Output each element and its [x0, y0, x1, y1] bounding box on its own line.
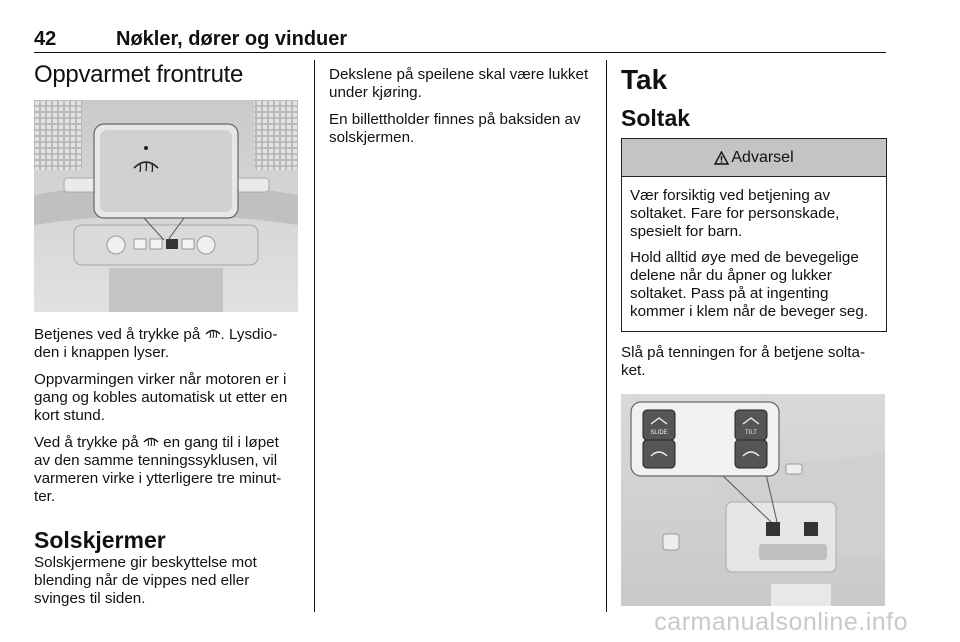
tilt-label: TILT	[745, 430, 757, 436]
paragraph-operate: Betjenes ved å trykke på . Lysdio-den i knappen lyser.	[34, 326, 278, 361]
column-right	[621, 62, 887, 606]
column-divider	[606, 60, 607, 612]
defrost-icon	[143, 436, 159, 448]
page-number: 42	[34, 28, 57, 50]
sunroof-controls-illustration	[621, 394, 885, 606]
sunroof-svg	[621, 394, 885, 606]
warning-title: Advarsel	[731, 148, 794, 166]
slide-label: SLIDE	[650, 430, 668, 436]
watermark: carmanualsonline.info	[654, 608, 908, 636]
warning-box	[621, 138, 887, 332]
slide-button	[643, 410, 675, 468]
paragraph-press-again: Ved å trykke på en gang til i løpet av den samme tenningssyklusen, vil varmeren virke i ytterligere tre minut-ter.	[34, 434, 282, 505]
paragraph-auto-off: Oppvarmingen virker når motoren er i gang og kobles automatisk ut etter en kort stund.	[34, 371, 288, 424]
warning-paragraph-1: Vær forsiktig ved betjening av soltaket. Fare for personskade, spesielt for barn.	[630, 187, 840, 240]
column-middle	[329, 66, 593, 156]
paragraph-ticket-holder: En billettholder finnes på baksiden av solskjermen.	[329, 111, 581, 146]
dashboard-defrost-illustration	[34, 100, 298, 312]
tilt-button	[735, 410, 767, 468]
column-left	[34, 60, 298, 617]
warning-paragraph-2: Hold alltid øye med de bevegelige delene når du åpner og lukker soltaket. Pass på at ingenting kommer i klem når de beveger seg.	[630, 249, 869, 320]
warning-body	[622, 177, 886, 331]
paragraph-mirror-covers: Dekslene på speilene skal være lukket under kjøring.	[329, 66, 589, 101]
heated-windscreen-heading: Oppvarmet frontrute	[34, 61, 244, 88]
page-header	[34, 26, 886, 53]
sun-visors-heading: Solskjermer	[34, 527, 166, 553]
defrost-icon	[205, 328, 221, 340]
warning-triangle-icon	[714, 151, 729, 165]
chapter-title: Nøkler, dører og vinduer	[116, 28, 348, 50]
sunroof-heading: Soltak	[621, 105, 691, 131]
paragraph-sun-visors: Solskjermene gir beskyttelse mot blending når de vippes ned eller svinges til siden.	[34, 554, 257, 607]
roof-heading: Tak	[621, 64, 668, 95]
warning-header	[622, 139, 886, 177]
paragraph-ignition: Slå på tenningen for å betjene solta-ket.	[621, 344, 866, 379]
column-divider	[314, 60, 315, 612]
dashboard-svg	[34, 100, 298, 312]
